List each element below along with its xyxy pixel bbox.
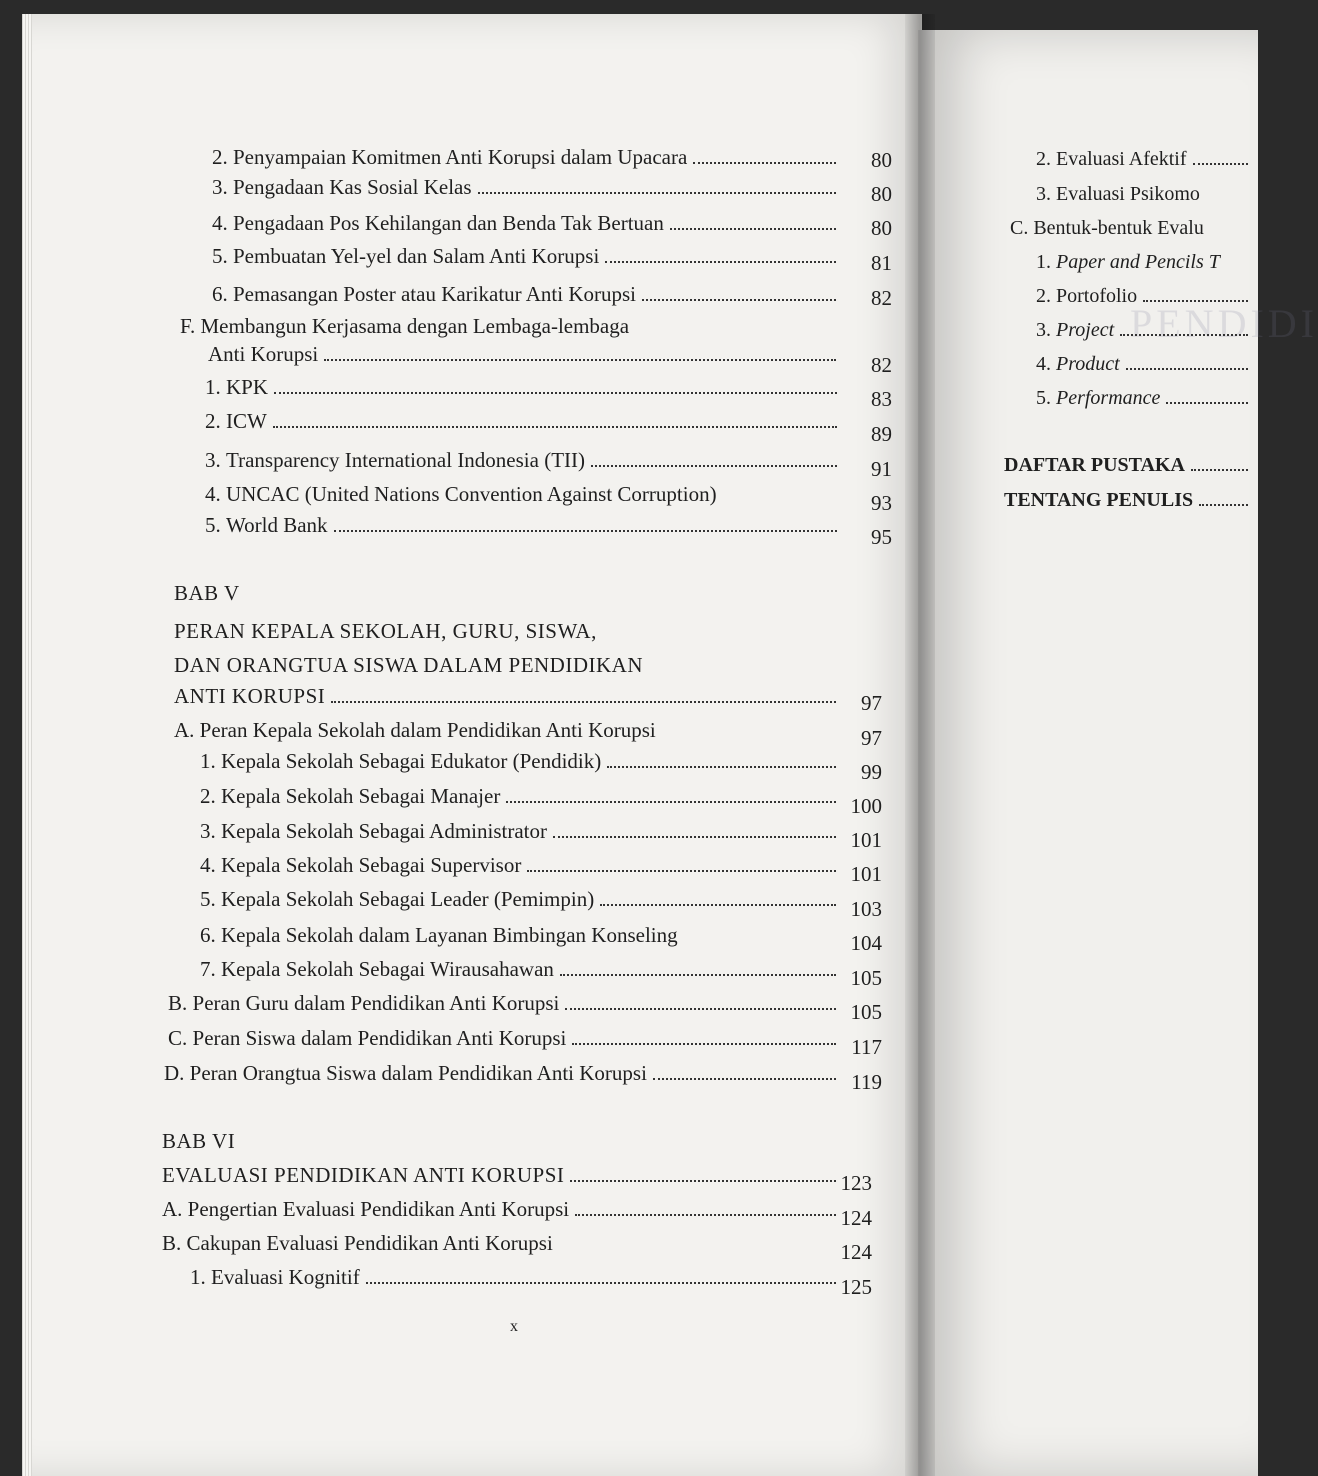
toc-entry[interactable]: F. Membangun Kerjasama dengan Lembaga-lembaga: [180, 314, 630, 338]
toc-entry[interactable]: A. Peran Kepala Sekolah dalam Pendidikan Anti Korupsi: [174, 718, 656, 742]
toc-page-number: 95: [871, 525, 892, 549]
page-folio: x: [510, 1318, 518, 1335]
toc-entry[interactable]: 7. Kepala Sekolah Sebagai Wirausahawan: [200, 956, 844, 982]
toc-entry[interactable]: 3. Pengadaan Kas Sosial Kelas: [212, 174, 844, 200]
toc-page-number: 97: [861, 691, 882, 715]
right-toc-entry[interactable]: TENTANG PENULIS: [1004, 487, 1248, 513]
chapter-title[interactable]: EVALUASI PENDIDIKAN ANTI KORUPSI: [162, 1162, 844, 1188]
chapter-label: BAB VI: [162, 1129, 236, 1153]
toc-page-number: 103: [850, 897, 882, 921]
toc-page-number: 105: [850, 966, 882, 990]
toc-entry[interactable]: 5. Kepala Sekolah Sebagai Leader (Pemimpin): [200, 886, 844, 912]
toc-entry[interactable]: C. Peran Siswa dalam Pendidikan Anti Korupsi: [168, 1025, 844, 1051]
toc-page-number: 82: [871, 286, 892, 310]
toc-entry[interactable]: B. Peran Guru dalam Pendidikan Anti Korupsi: [168, 990, 844, 1016]
chapter-title[interactable]: ANTI KORUPSI: [174, 683, 844, 709]
toc-page-number: 97: [861, 726, 882, 750]
toc-entry[interactable]: A. Pengertian Evaluasi Pendidikan Anti Korupsi: [162, 1196, 844, 1222]
toc-page-number: 80: [871, 182, 892, 206]
toc-entry[interactable]: Anti Korupsi: [208, 341, 844, 367]
show-through-text: PENDIDI: [1130, 301, 1318, 346]
toc-page-number: 91: [871, 457, 892, 481]
toc-entry[interactable]: D. Peran Orangtua Siswa dalam Pendidikan Anti Korupsi: [164, 1060, 844, 1086]
toc-entry[interactable]: 4. Pengadaan Pos Kehilangan dan Benda Tak Bertuan: [212, 210, 844, 236]
toc-entry[interactable]: 1. Evaluasi Kognitif: [190, 1264, 844, 1290]
toc-page-number: 105: [850, 1000, 882, 1024]
toc-page-number: 104: [850, 931, 882, 955]
toc-page-number: 101: [850, 862, 882, 886]
toc-entry[interactable]: 6. Kepala Sekolah dalam Layanan Bimbingan Konseling: [200, 923, 678, 947]
toc-page-number: 100: [850, 794, 882, 818]
toc-page-number: 117: [851, 1035, 882, 1059]
chapter-label: BAB V: [174, 581, 240, 605]
toc-page-number: 125: [840, 1275, 872, 1299]
toc-page-number: 89: [871, 422, 892, 446]
toc-page-number: 101: [850, 828, 882, 852]
toc-page-number: 82: [871, 353, 892, 377]
right-toc-entry[interactable]: 5. Performance: [1036, 385, 1248, 411]
toc-page-number: 124: [840, 1206, 872, 1230]
toc-page-number: 81: [871, 251, 892, 275]
toc-page-number: 80: [871, 148, 892, 172]
toc-entry[interactable]: 4. UNCAC (United Nations Convention Against Corruption): [205, 482, 717, 506]
toc-entry[interactable]: 2. ICW: [205, 408, 845, 434]
right-toc-entry[interactable]: 4. Product: [1036, 351, 1248, 377]
toc-entry[interactable]: 2. Kepala Sekolah Sebagai Manajer: [200, 783, 844, 809]
toc-entry[interactable]: 3. Transparency International Indonesia (TII): [205, 447, 845, 473]
toc-page-number: 124: [840, 1240, 872, 1264]
toc-entry[interactable]: 5. Pembuatan Yel-yel dan Salam Anti Korupsi: [212, 243, 844, 269]
toc-entry[interactable]: 5. World Bank: [205, 512, 845, 538]
toc-entry[interactable]: 2. Penyampaian Komitmen Anti Korupsi dalam Upacara: [212, 144, 844, 170]
right-toc-entry[interactable]: 3. Project: [1036, 317, 1248, 343]
chapter-title: DAN ORANGTUA SISWA DALAM PENDIDIKAN: [174, 653, 643, 677]
toc-page-number: 99: [861, 760, 882, 784]
toc-entry[interactable]: 1. Kepala Sekolah Sebagai Edukator (Pendidik): [200, 748, 844, 774]
right-toc-entry[interactable]: DAFTAR PUSTAKA: [1004, 452, 1248, 478]
toc-entry[interactable]: 3. Kepala Sekolah Sebagai Administrator: [200, 818, 844, 844]
toc-entry[interactable]: 6. Pemasangan Poster atau Karikatur Anti Korupsi: [212, 281, 844, 307]
toc-entry[interactable]: 1. KPK: [205, 374, 845, 400]
toc-page-number: 80: [871, 216, 892, 240]
right-toc-entry[interactable]: 2. Evaluasi Afektif: [1036, 146, 1248, 172]
toc-page-number: 93: [871, 491, 892, 515]
toc-page-number: 119: [851, 1070, 882, 1094]
toc-entry[interactable]: 4. Kepala Sekolah Sebagai Supervisor: [200, 852, 844, 878]
right-toc-entry[interactable]: 3. Evaluasi Psikomo: [1036, 183, 1200, 205]
toc-entry[interactable]: B. Cakupan Evaluasi Pendidikan Anti Korupsi: [162, 1231, 553, 1255]
right-toc-entry[interactable]: C. Bentuk-bentuk Evalu: [1010, 217, 1204, 239]
toc-page-number: 123: [840, 1171, 872, 1195]
right-toc-entry[interactable]: 1. Paper and Pencils T: [1036, 251, 1220, 273]
right-toc-entry[interactable]: 2. Portofolio: [1036, 283, 1248, 309]
chapter-title: PERAN KEPALA SEKOLAH, GURU, SISWA,: [174, 619, 597, 643]
toc-page-number: 83: [871, 387, 892, 411]
